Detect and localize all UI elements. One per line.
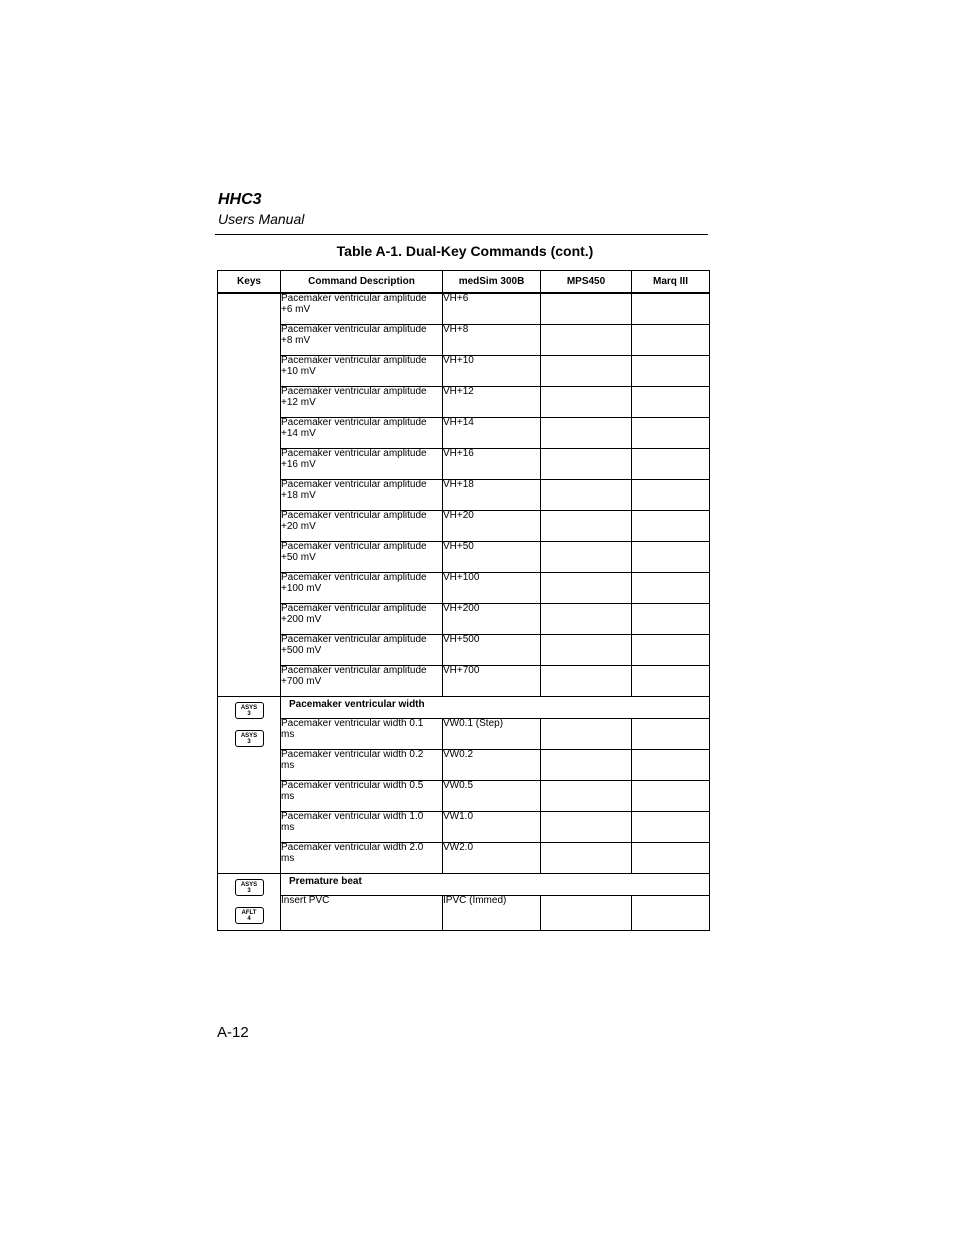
mps450-cell	[541, 449, 632, 480]
command-description: Pacemaker ventricular amplitude +16 mV	[281, 449, 443, 480]
command-description: Pacemaker ventricular amplitude +50 mV	[281, 542, 443, 573]
table-row	[218, 635, 710, 666]
medsim-code: VW2.0	[443, 843, 541, 874]
asys-3-key-icon: ASYS 3	[235, 879, 264, 896]
mps450-cell	[541, 480, 632, 511]
mps450-cell	[541, 573, 632, 604]
table-row	[218, 511, 710, 542]
table-row	[218, 719, 710, 750]
command-description: Pacemaker ventricular amplitude +100 mV	[281, 573, 443, 604]
mps450-cell	[541, 896, 632, 931]
command-description: Pacemaker ventricular width 2.0 ms	[281, 843, 443, 874]
col-header-marq-iii: Marq III	[632, 271, 710, 294]
marq-iii-cell	[632, 293, 710, 325]
medsim-code: VH+18	[443, 480, 541, 511]
section-row-premature-beat	[218, 874, 710, 896]
mps450-cell	[541, 293, 632, 325]
marq-iii-cell	[632, 573, 710, 604]
marq-iii-cell	[632, 635, 710, 666]
marq-iii-cell	[632, 843, 710, 874]
mps450-cell	[541, 325, 632, 356]
mps450-cell	[541, 542, 632, 573]
section-row-ventricular-width	[218, 697, 710, 719]
marq-iii-cell	[632, 356, 710, 387]
command-description: Pacemaker ventricular amplitude +18 mV	[281, 480, 443, 511]
medsim-code: VH+100	[443, 573, 541, 604]
command-description: Pacemaker ventricular amplitude +12 mV	[281, 387, 443, 418]
command-description: Pacemaker ventricular amplitude +200 mV	[281, 604, 443, 635]
mps450-cell	[541, 418, 632, 449]
command-description: Pacemaker ventricular amplitude +700 mV	[281, 666, 443, 697]
marq-iii-cell	[632, 666, 710, 697]
table-row	[218, 750, 710, 781]
medsim-code: VH+50	[443, 542, 541, 573]
table-row	[218, 356, 710, 387]
marq-iii-cell	[632, 449, 710, 480]
medsim-code: VW1.0	[443, 812, 541, 843]
marq-iii-cell	[632, 387, 710, 418]
keys-cell-empty	[218, 293, 281, 697]
col-header-mps450: MPS450	[541, 271, 632, 294]
page-number: A-12	[217, 1024, 249, 1041]
table-title: Table A-1. Dual-Key Commands (cont.)	[336, 243, 594, 259]
asys-3-key-icon: ASYS 3	[235, 730, 264, 747]
table-row	[218, 449, 710, 480]
table-row	[218, 418, 710, 449]
medsim-code: VH+6	[443, 293, 541, 325]
marq-iii-cell	[632, 604, 710, 635]
section-heading: Premature beat	[281, 874, 710, 896]
mps450-cell	[541, 635, 632, 666]
mps450-cell	[541, 843, 632, 874]
mps450-cell	[541, 666, 632, 697]
marq-iii-cell	[632, 781, 710, 812]
marq-iii-cell	[632, 812, 710, 843]
marq-iii-cell	[632, 896, 710, 931]
mps450-cell	[541, 750, 632, 781]
mps450-cell	[541, 387, 632, 418]
keys-cell	[218, 697, 281, 874]
table-header-row	[218, 271, 710, 294]
mps450-cell	[541, 604, 632, 635]
section-heading: Pacemaker ventricular width	[281, 697, 710, 719]
command-description: Pacemaker ventricular width 0.1 ms	[281, 719, 443, 750]
table-row	[218, 387, 710, 418]
medsim-code: VH+14	[443, 418, 541, 449]
asys-3-key-icon: ASYS 3	[235, 702, 264, 719]
mps450-cell	[541, 511, 632, 542]
medsim-code: VW0.2	[443, 750, 541, 781]
medsim-code: VW0.5	[443, 781, 541, 812]
command-description: Pacemaker ventricular amplitude +14 mV	[281, 418, 443, 449]
command-description: Pacemaker ventricular width 0.5 ms	[281, 781, 443, 812]
table-row	[218, 896, 710, 931]
medsim-code: VH+500	[443, 635, 541, 666]
table-row	[218, 666, 710, 697]
medsim-code: VW0.1 (Step)	[443, 719, 541, 750]
table-row	[218, 812, 710, 843]
medsim-code: VH+10	[443, 356, 541, 387]
table-row	[218, 573, 710, 604]
col-header-command-description: Command Description	[281, 271, 443, 294]
medsim-code: VH+16	[443, 449, 541, 480]
medsim-code: VH+20	[443, 511, 541, 542]
col-header-medsim-300b: medSim 300B	[443, 271, 541, 294]
medsim-code: VH+700	[443, 666, 541, 697]
marq-iii-cell	[632, 418, 710, 449]
table-row	[218, 325, 710, 356]
command-description: Pacemaker ventricular amplitude +20 mV	[281, 511, 443, 542]
table-row	[218, 843, 710, 874]
mps450-cell	[541, 719, 632, 750]
keys-cell	[218, 874, 281, 931]
table-row	[218, 781, 710, 812]
command-description: Pacemaker ventricular width 0.2 ms	[281, 750, 443, 781]
dual-key-commands-table	[217, 270, 710, 931]
table-row	[218, 604, 710, 635]
medsim-code: VH+12	[443, 387, 541, 418]
table-row	[218, 293, 710, 325]
medsim-code: VH+200	[443, 604, 541, 635]
marq-iii-cell	[632, 325, 710, 356]
command-description: Pacemaker ventricular amplitude +10 mV	[281, 356, 443, 387]
table-row	[218, 480, 710, 511]
command-description: Pacemaker ventricular amplitude +6 mV	[281, 293, 443, 325]
aflt-4-key-icon: AFLT 4	[235, 907, 264, 924]
mps450-cell	[541, 812, 632, 843]
header-divider	[215, 234, 708, 235]
mps450-cell	[541, 781, 632, 812]
marq-iii-cell	[632, 750, 710, 781]
manual-subtitle: Users Manual	[218, 211, 305, 227]
command-description: Pacemaker ventricular width 1.0 ms	[281, 812, 443, 843]
mps450-cell	[541, 356, 632, 387]
marq-iii-cell	[632, 480, 710, 511]
medsim-code: IPVC (Immed)	[443, 896, 541, 931]
command-description: Insert PVC	[281, 896, 443, 931]
col-header-keys: Keys	[218, 271, 281, 294]
marq-iii-cell	[632, 511, 710, 542]
marq-iii-cell	[632, 719, 710, 750]
command-description: Pacemaker ventricular amplitude +8 mV	[281, 325, 443, 356]
table-row	[218, 542, 710, 573]
command-description: Pacemaker ventricular amplitude +500 mV	[281, 635, 443, 666]
medsim-code: VH+8	[443, 325, 541, 356]
marq-iii-cell	[632, 542, 710, 573]
manual-title: HHC3	[218, 191, 262, 208]
